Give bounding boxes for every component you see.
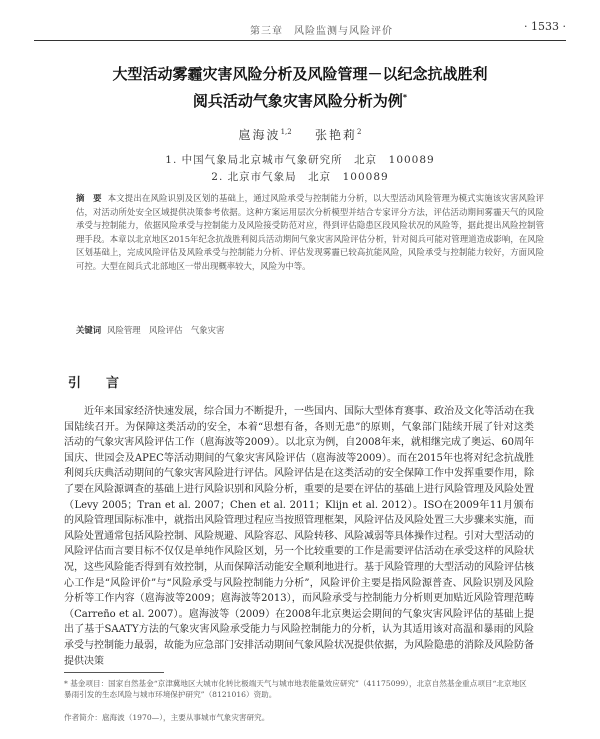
- keywords: [76, 324, 544, 336]
- author-name: 扈海波: [238, 128, 281, 142]
- title-line-2: 阅兵活动气象灾害风险分析为例: [192, 92, 403, 110]
- footnote-author-bio: 作者简介：扈海波（1970—），主要从事城市气象灾害研究。: [64, 713, 270, 722]
- page-number: · 1533 ·: [524, 20, 566, 33]
- author-name: 张艳莉: [314, 128, 357, 142]
- abstract-text: 本文提出在风险识别及区划的基础上，通过风险承受与控制能力分析，以大型活动风险管理为模式实施该灾害风险评估，对活动所处安全区域提供决策参考依据。这种方案运用层次分析模型并结合专家评分方法，评估活动期间雾霾天气的风险承受与控制能力，依据风险承受与控制能力及风险接受防范对应，得到评估隐患区段风险状况的风险等，据此提出风险控制管理手段。本章以北京地区2015年纪念抗战胜利阅兵活动期间气象灾害风险评估分析，针对阅兵可能对管理道造成影响，在风险区划基础上，完成风险评估及风险承受与控制能力分析、评估发现雾霾已较高抗能风险，风险承受与控制能力较好，方面风险可控。大型在阅兵式北部地区一带出现概率较大，风险为中等。: [76, 193, 545, 271]
- author-list: [0, 126, 600, 143]
- author-affiliation-mark: 1,2: [280, 128, 292, 136]
- abstract: [76, 192, 544, 274]
- running-header: [34, 14, 566, 41]
- body-paragraph: 近年来国家经济快速发展，综合国力不断提升，一些国内、国际大型体育赛事、政治及文化等活动在我国陆续召开。为保障这类活动的安全，本着“思想有备，各则无患”的原则，气象部门陆续开展了针对这类活动的气象灾害风险评估工作（扈海波等2009）。以北京为例，自2008年来，就相继完成了奥运、60周年国庆、世园会及APEC等活动期间的气象灾害风险评估（扈海波等2009）。而在2015年也将对纪念抗战胜利阅兵庆典活动期间的气象灾害风险进行评估。风险评估是在这类活动的安全保障工作中发挥重要作用，除了要在风险源调查的基础上进行风险识别和风险分析，重要的是要在评估的基础上进行风险管理及风险处置（Levy 2005；Tran et al. 2007；Chen et al. 2011；Klijn et al. 2012）。ISO在2009年11月颁布的风险管理国际标准中，就指出风险管理过程应当按照管理框架，风险评估及风险处置三大步骤来实施，而风险处置通常包括风险控制、风险规避、风险容忍、风险转移、风险减弱等具体操作过程。引对大型活动的风险评估而言要目标不仅仅是单纯作风险区划，另一个比较重要的工作是需要评估活动在承受这样的风险状况，这些风险能否得到有效控制，从而保障活动能安全顺利地进行。基于风险管理的大型活动的风险评估核心工作是“风险评价”与“风险承受与风险控制能力分析”，风险评价主要是指风险源普查、风险识别及风险分析等工作内容（扈海波等2009；扈海波等2013），而风险承受与控制能力分析则更加贴近风险管理范畴（Carreño et al. 2007）。扈海波等（2009）在2008年北京奥运会期间的气象灾害风险评估的基础上提出了基于SAATY方法的气象灾害风险承受能力与风险控制能力的分析，认为其适用该对高温和暴雨的风险承受与控制能力最弱，故能为应急部门安排活动期间气象风险状况提供依据，为风险隐患的消除及风险防备提供决策: [64, 406, 534, 667]
- affiliation-line: 1. 中国气象局北京城市气象研究所 北京 100089: [165, 154, 435, 166]
- chapter-title: 第三章 风险监测与风险评价: [250, 26, 393, 37]
- keywords-text: 风险管理 风险评估 气象灾害: [107, 325, 225, 335]
- title-footnote-mark: *: [402, 93, 408, 102]
- title-line-1: 大型活动雾霾灾害风险分析及风险管理－以纪念抗战胜利: [112, 65, 488, 83]
- section-heading: 引 言: [68, 376, 126, 391]
- affiliation-line: 2. 北京市气象局 北京 100089: [211, 171, 389, 183]
- footnote-funding: * 基金项目：国家自然基金“京津冀地区大城市化转比极端天气与城市地表能量效应研究”（41175099），北京自然基金重点项目“北京地区暴雨引发的生态风险与城市环境保护研究”（8121016）资助。: [64, 679, 527, 699]
- keywords-label: 关键词: [76, 325, 102, 335]
- footnote-divider: [64, 672, 164, 673]
- author-affiliation-mark: 2: [356, 128, 362, 136]
- abstract-label: 摘 要: [76, 193, 102, 203]
- paper-title: [40, 62, 560, 113]
